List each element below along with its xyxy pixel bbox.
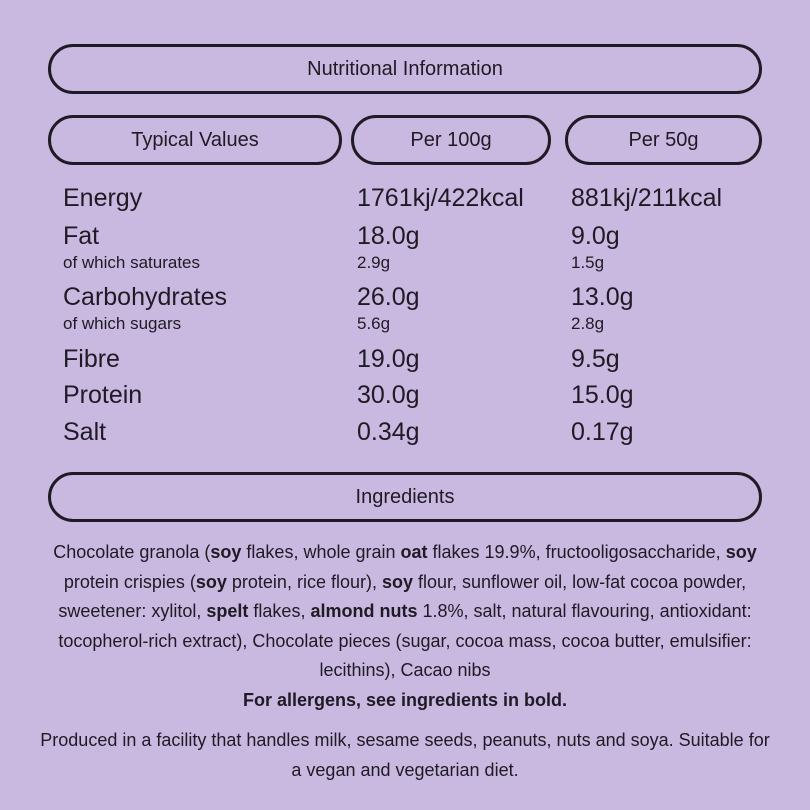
nutrient-label: of which saturates	[63, 253, 201, 272]
per-100g-label: Per 100g	[410, 128, 492, 151]
per-100g-header	[351, 115, 551, 165]
per-50g-label: Per 50g	[628, 128, 699, 151]
allergen-segment: spelt	[206, 601, 249, 621]
nutrition-row-protein	[0, 381, 810, 411]
nutrition-title: Nutritional Information	[307, 57, 503, 80]
per-50g-value: 9.5g	[571, 345, 620, 373]
allergen-note: For allergens, see ingredients in bold.	[242, 690, 568, 710]
ingredient-segment: flakes,	[248, 601, 311, 621]
ingredient-segment: protein, rice flour),	[226, 571, 382, 592]
allergen-segment: soy	[725, 542, 757, 562]
nutrient-label: of which sugars	[63, 314, 182, 333]
per-100g-value: 18.0g	[357, 222, 420, 250]
nutrition-row-fat	[0, 222, 810, 252]
nutrition-title-banner	[48, 44, 762, 94]
nutrient-label: Energy	[63, 184, 143, 212]
nutrition-row-sugars	[0, 314, 810, 344]
ingredient-segment: protein crispies (	[63, 571, 196, 592]
per-50g-value: 9.0g	[571, 222, 620, 250]
allergen-segment: soy	[195, 571, 227, 592]
per-100g-value: 1761kj/422kcal	[357, 184, 524, 212]
ingredient-segment: 1.8%, salt, natural flavouring, antioxidant: tocopherol-rich extract), Chocolate pieces (sugar, cocoa mass, cocoa butter, emulsifier: lecithins), Cacao nibs	[58, 601, 752, 680]
per-100g-value: 19.0g	[357, 345, 420, 373]
typical-values-label: Typical Values	[131, 128, 259, 151]
nutrient-label: Fat	[63, 222, 100, 250]
per-100g-value: 0.34g	[357, 418, 420, 446]
per-100g-value: 5.6g	[357, 314, 391, 333]
nutrition-row-saturates	[0, 253, 810, 283]
nutrient-label: Fibre	[63, 345, 120, 373]
ingredients-title-banner	[48, 472, 762, 522]
ingredient-segment: flakes 19.9%, fructooligosaccharide,	[427, 542, 726, 562]
nutrition-row-fibre	[0, 345, 810, 375]
per-100g-value: 2.9g	[357, 253, 391, 272]
allergen-segment: almond nuts	[310, 601, 418, 621]
nutrition-row-energy	[0, 184, 810, 214]
nutrient-label: Carbohydrates	[63, 283, 227, 311]
per-50g-value: 13.0g	[571, 283, 634, 311]
per-100g-value: 30.0g	[357, 381, 420, 409]
nutrition-row-carbohydrates	[0, 283, 810, 313]
nutrition-row-salt	[0, 418, 810, 448]
per-50g-header	[565, 115, 762, 165]
per-50g-value: 2.8g	[571, 314, 605, 333]
ingredient-segment: Chocolate granola (	[53, 542, 211, 562]
per-50g-value: 15.0g	[571, 381, 634, 409]
ingredient-segment: flakes, whole grain	[241, 542, 401, 562]
ingredients-text	[30, 538, 780, 686]
nutrient-label: Salt	[63, 418, 107, 446]
facility-note: Produced in a facility that handles milk, sesame seeds, peanuts, nuts and soya. Suitable for a vegan and vegetarian diet.	[40, 730, 770, 780]
typical-values-header	[48, 115, 342, 165]
nutrient-label: Protein	[63, 381, 143, 409]
allergen-segment: soy	[210, 542, 242, 562]
per-100g-value: 26.0g	[357, 283, 420, 311]
ingredient-segment: flour, sunflower oil, low-fat cocoa powder, sweetener: xylitol,	[58, 571, 747, 621]
ingredients-title: Ingredients	[355, 485, 455, 508]
allergen-segment: oat	[400, 542, 428, 562]
per-50g-value: 0.17g	[571, 418, 634, 446]
per-50g-value: 1.5g	[571, 253, 605, 272]
allergen-segment: soy	[381, 571, 413, 592]
per-50g-value: 881kj/211kcal	[571, 184, 723, 212]
